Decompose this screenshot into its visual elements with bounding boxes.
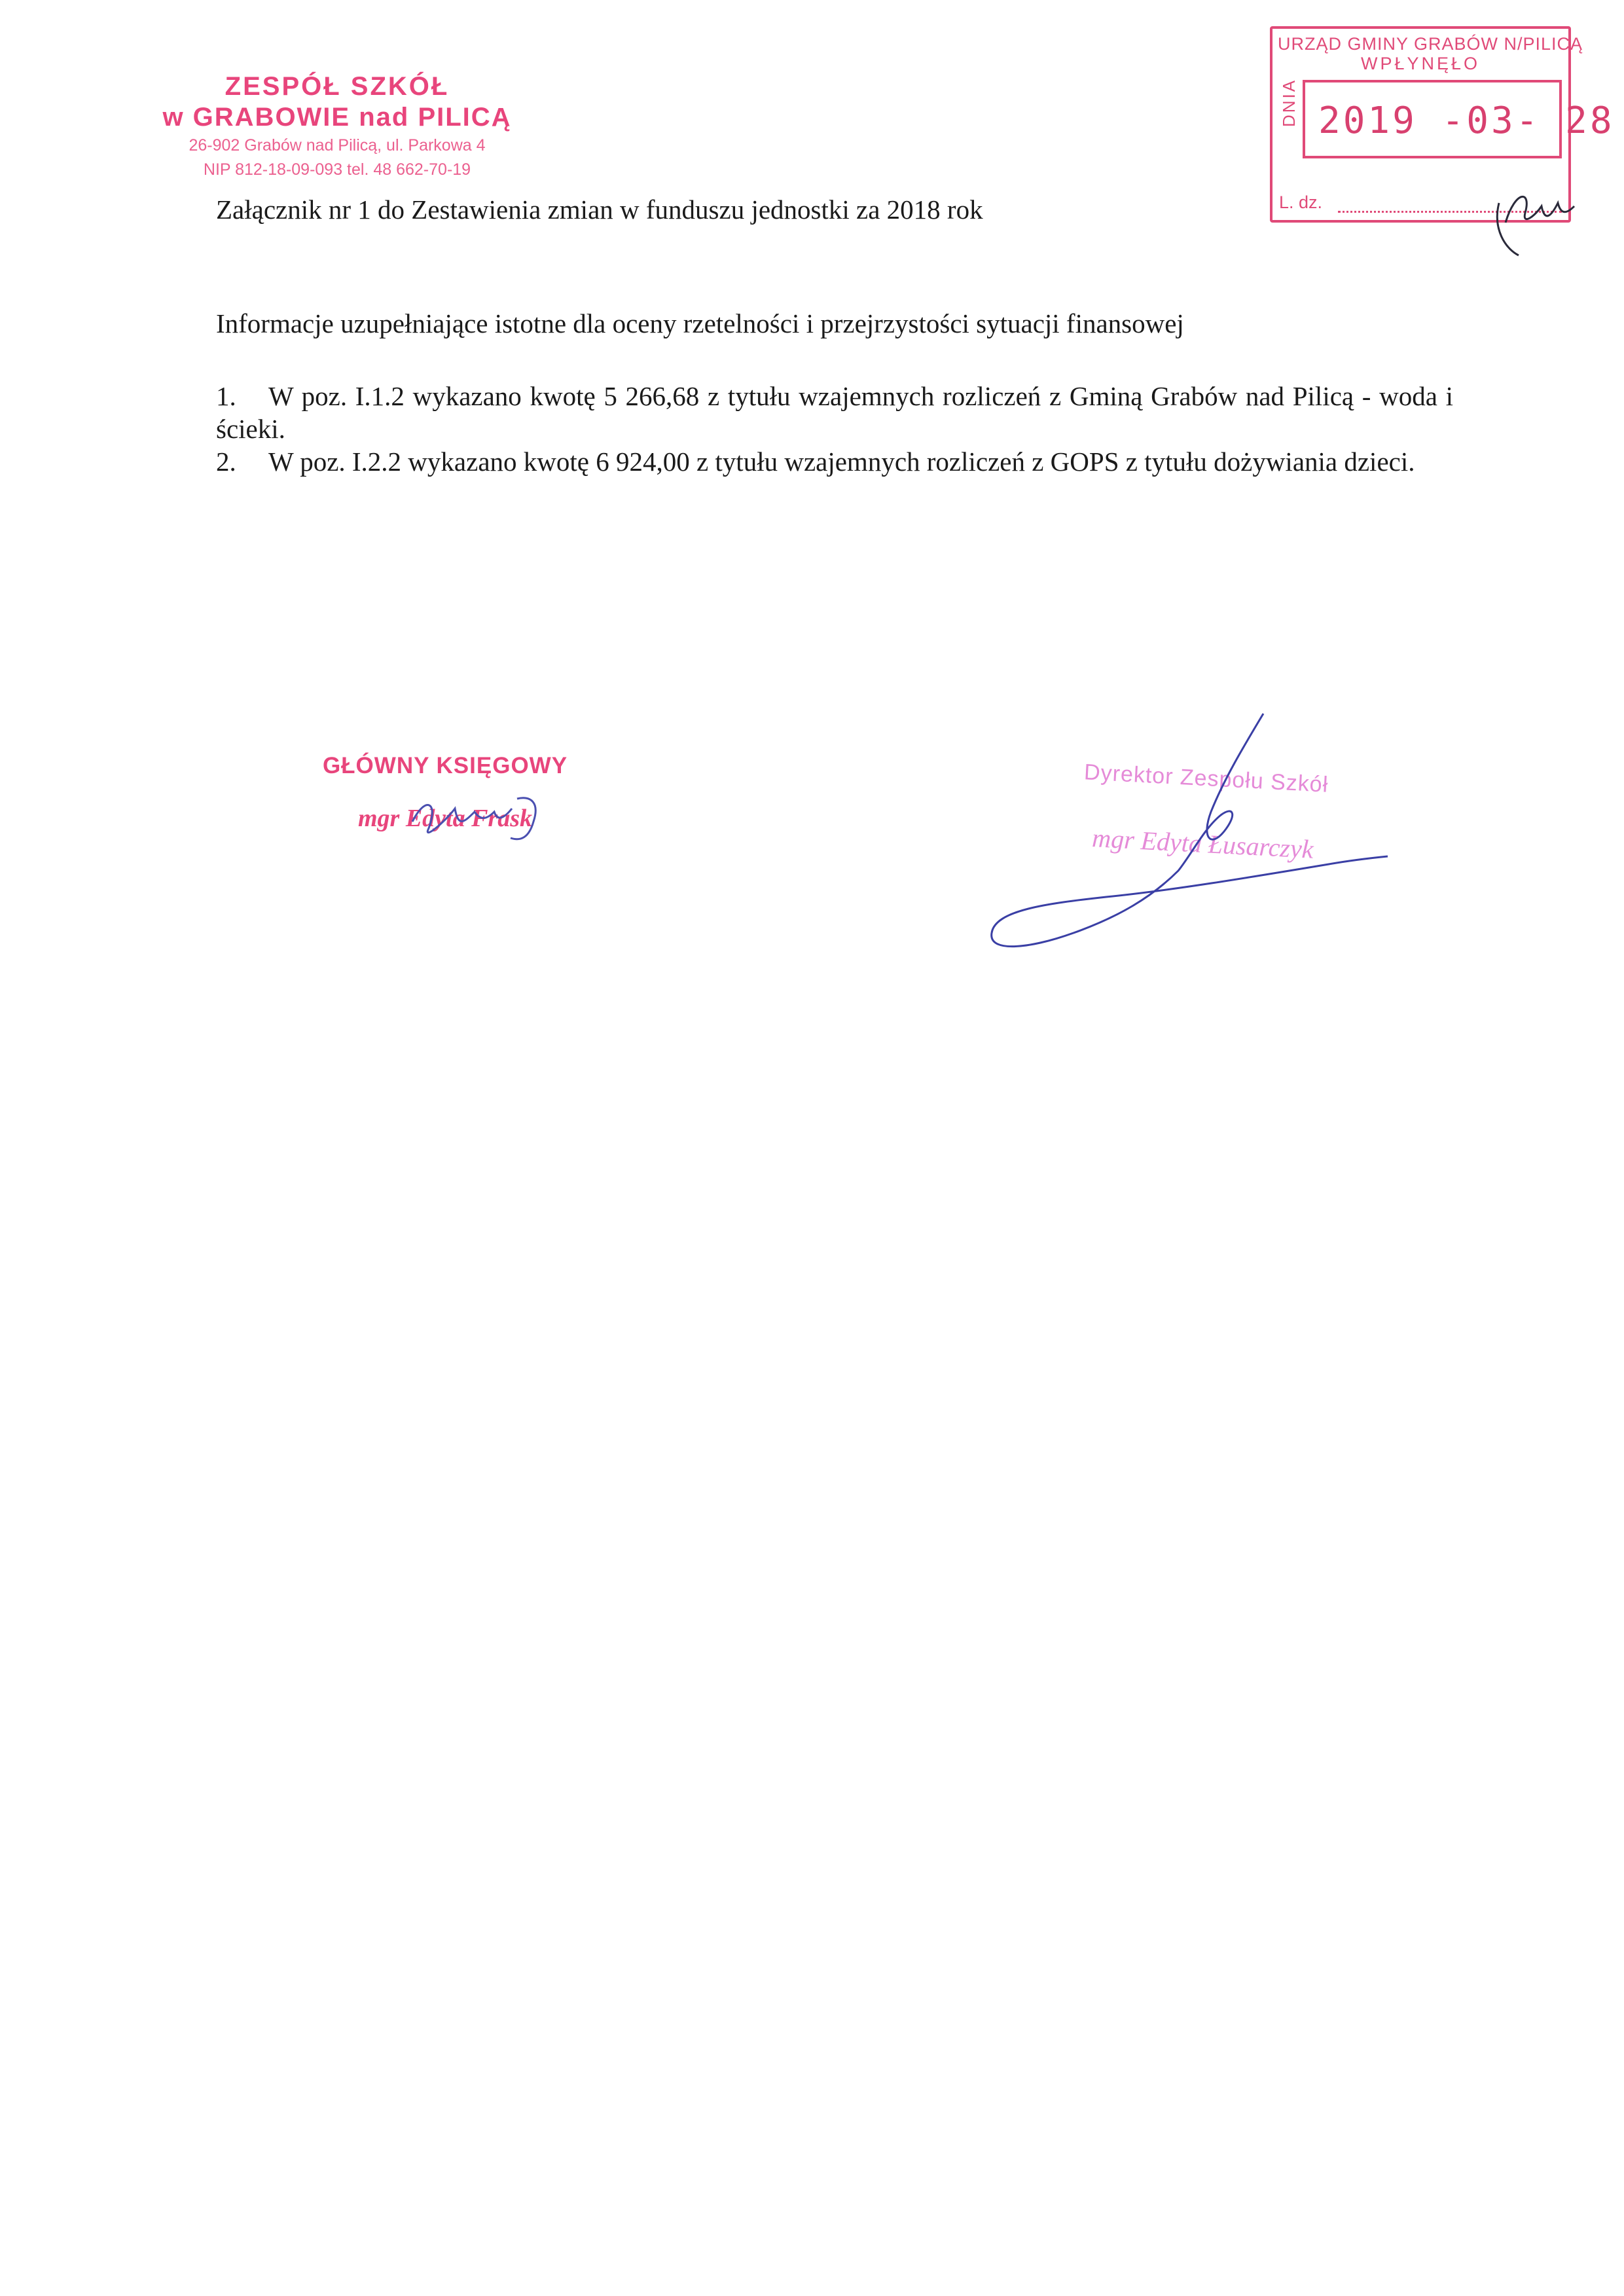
- info-items: [216, 380, 1453, 478]
- registry-initials-signature: [1479, 177, 1578, 262]
- school-stamp-name: ZESPÓŁ SZKÓŁ: [225, 72, 450, 101]
- school-stamp: [141, 71, 533, 181]
- director-handwritten-signature: [975, 707, 1394, 956]
- accountant-role: GŁÓWNY KSIĘGOWY: [322, 753, 568, 778]
- list-item: [216, 445, 1453, 478]
- school-stamp-address: 26-902 Grabów nad Pilicą, ul. Parkowa 4: [189, 136, 486, 155]
- registry-stamp-reference-label: L. dz.: [1279, 192, 1323, 212]
- registry-stamp-date-box: [1303, 80, 1615, 158]
- list-item-number: 2.: [216, 446, 236, 477]
- director-name: mgr Edyta Łusarczyk: [1091, 823, 1314, 864]
- list-item-text: W poz. I.2.2 wykazano kwotę 6 924,00 z tytułu wzajemnych rozliczeń z GOPS z tytułu dożywiania dzieci.: [268, 446, 1415, 477]
- list-item: [216, 380, 1453, 445]
- annex-title: Załącznik nr 1 do Zestawienia zmian w funduszu jednostki za 2018 rok: [216, 194, 983, 225]
- document-heading: Informacje uzupełniające istotne dla oceny rzetelności i przejrzystości sytuacji finansowej: [216, 308, 1184, 338]
- registry-stamp-date: 2019 -03- 28: [1318, 100, 1615, 142]
- list-item-text: W poz. I.1.2 wykazano kwotę 5 266,68 z tytułu wzajemnych rozliczeń z Gminą Grabów nad Pilicą - woda i ścieki.: [216, 381, 1453, 444]
- accountant-name: mgr Edyta Frask: [357, 805, 533, 832]
- list-item-number: 1.: [216, 381, 236, 411]
- registry-stamp-office: URZĄD GMINY GRABÓW N/PILICĄ: [1278, 34, 1583, 54]
- registry-stamp-received: WPŁYNĘŁO: [1360, 54, 1481, 73]
- accountant-handwritten-signature: [399, 782, 556, 854]
- school-stamp-contact: NIP 812-18-09-093 tel. 48 662-70-19: [203, 160, 471, 179]
- registry-stamp-day-label: DNIA: [1279, 78, 1299, 127]
- director-role: Dyrektor Zespołu Szkół: [1083, 759, 1329, 797]
- school-stamp-location: w GRABOWIE nad PILICĄ: [162, 103, 512, 132]
